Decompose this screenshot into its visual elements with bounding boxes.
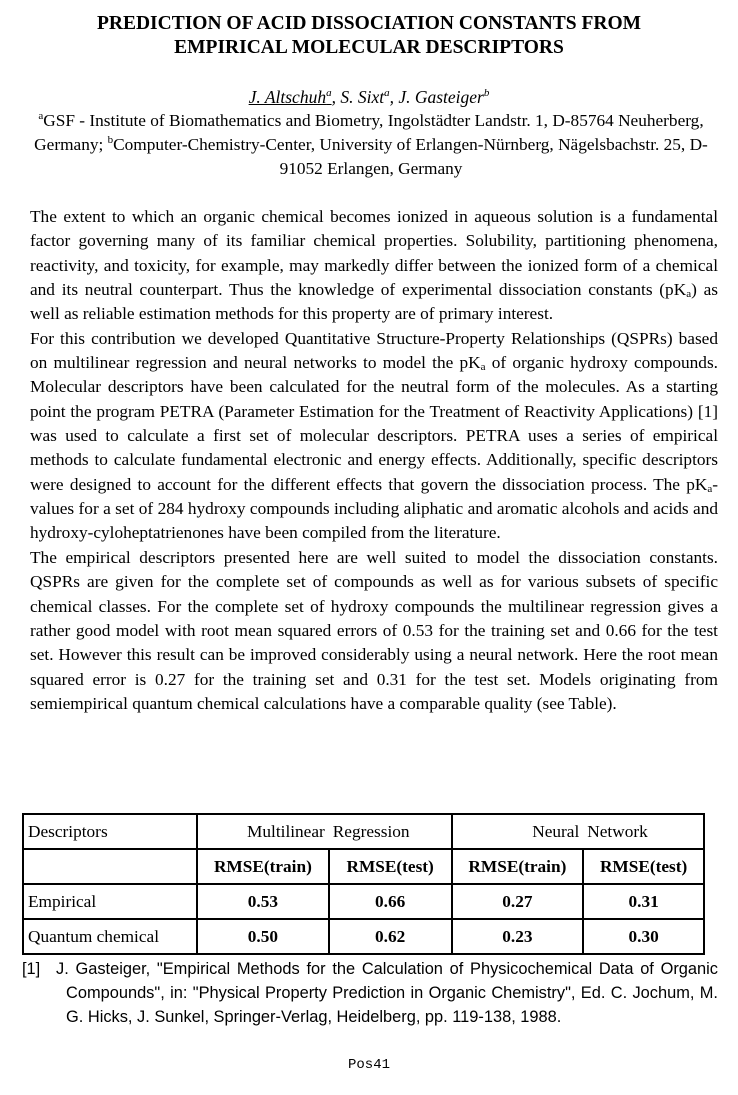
reference-text: J. Gasteiger, "Empirical Methods for the Calculation of Physicochemical Data of Organic Compounds", in: "Physical Property Prediction in Organic Chemistry", Ed. C. Jochum, M. G. Hicks, J. Sunkel, Springer-Verlag, Heidelberg, pp. 119-138, 1988. xyxy=(56,960,718,1026)
subheader-cell: RMSE(test) xyxy=(329,849,452,884)
title-line-2: EMPIRICAL MOLECULAR DESCRIPTORS xyxy=(174,37,564,58)
table-cell: 0.30 xyxy=(583,919,704,954)
table-cell: 0.50 xyxy=(197,919,329,954)
paragraph-2: For this contribution we developed Quantitative Structure-Property Relationships (QSPRs) based on multilinear regression and neural networks to model the $pK_a$ of organic hydroxy compounds. Molecular descriptors have been calculated for the neutral form of the molecules. As a starting point the program PETRA (Parameter Estimation for the Treatment of Reactivity Applications) [1] was used to calculate a first set of molecular descriptors. PETRA uses a series of empirical methods to calculate fundamental electronic and energy effects. Additionally, specific descriptors were designed to account for the different effects that govern the dissociation process. The $pK_a$-values for a set of 284 hydroxy compounds including aliphatic and aromatic alcohols and acids and hydroxy-cyloheptatrienones have been compiled from the literature. xyxy=(30,328,718,543)
header-network: Network xyxy=(583,814,704,849)
subheader-cell: RMSE(test) xyxy=(583,849,704,884)
author-1-affil-mark: a xyxy=(326,87,332,100)
header-multilinear: Multilinear xyxy=(197,814,329,849)
author-1: J. Altschuh$^a$ xyxy=(248,87,332,107)
affil-b-mark: b xyxy=(107,134,114,147)
author-2: S. Sixt$^a$ xyxy=(340,87,390,107)
table-cell: 0.62 xyxy=(329,919,452,954)
reference-number: [1] xyxy=(22,960,41,978)
table-cell: 0.66 xyxy=(329,884,452,919)
subheader-empty xyxy=(23,849,197,884)
paragraph-1: The extent to which an organic chemical becomes ionized in aqueous solution is a fundamental factor governing many of its familiar chemical properties. Solubility, partitioning phenomena, reactivity, and toxicity, for example, may markedly differ between the ionized form of a chemical and its neutral counterpart. Thus the knowledge of experimental dissociation constants $(pK_a)$ as well as reliable estimation methods for this property are of primary interest. xyxy=(30,207,718,324)
results-table xyxy=(22,813,705,955)
abstract-body xyxy=(30,205,718,716)
author-3: J. Gasteiger$^b$ xyxy=(398,87,490,107)
table-cell: 0.53 xyxy=(197,884,329,919)
table-row xyxy=(23,884,704,919)
subheader-cell: RMSE(train) xyxy=(197,849,329,884)
subheader-cell: RMSE(train) xyxy=(452,849,584,884)
table-row xyxy=(23,919,704,954)
header-neural: Neural xyxy=(452,814,584,849)
header-descriptors: Descriptors xyxy=(23,814,197,849)
paragraph-3: The empirical descriptors presented here are well suited to model the dissociation constants. QSPRs are given for the complete set of compounds as well as for various subsets of specific chemical classes. For the complete set of hydroxy compounds the multilinear regression gives a rather good model with root mean squared errors of 0.53 for the training set and 0.66 for the test set. However this result can be improved considerably using a neural network. Here the root mean squared error is 0.27 for the training set and 0.31 for the test set. Models originating from semiempirical quantum chemical calculations have a comparable quality (see Table). xyxy=(30,547,718,713)
author-3-affil-mark: b xyxy=(483,87,490,100)
table-header-row xyxy=(23,814,704,849)
affiliations xyxy=(26,109,716,181)
row-label: Quantum chemical xyxy=(23,919,197,954)
header-regression: Regression xyxy=(329,814,452,849)
table-cell: 0.31 xyxy=(583,884,704,919)
row-label: Empirical xyxy=(23,884,197,919)
affil-b-text: Computer-Chemistry-Center, University of Erlangen-Nürnberg, Nägelsbachstr. 25, D-91052 Erlangen, Germany xyxy=(113,135,708,178)
affil-a-text: GSF - Institute of Biomathematics and Biometry, Ingolstädter Landstr. 1, D-85764 Neuherberg, Germany; xyxy=(34,111,704,154)
table-subheader-row xyxy=(23,849,704,884)
affil-a-mark: a xyxy=(38,110,44,123)
table-cell: 0.27 xyxy=(452,884,584,919)
title-line-1: PREDICTION OF ACID DISSOCIATION CONSTANTS FROM xyxy=(96,13,642,34)
paper-title xyxy=(0,12,738,60)
table-cell: 0.23 xyxy=(452,919,584,954)
author-2-affil-mark: a xyxy=(384,87,390,100)
author-list: J. Altschuh$^a$, S. Sixt$^a$, J. Gasteiger$^b$ xyxy=(248,87,490,107)
reference-entry xyxy=(22,957,718,1029)
page-code: Pos41 xyxy=(347,1057,390,1073)
